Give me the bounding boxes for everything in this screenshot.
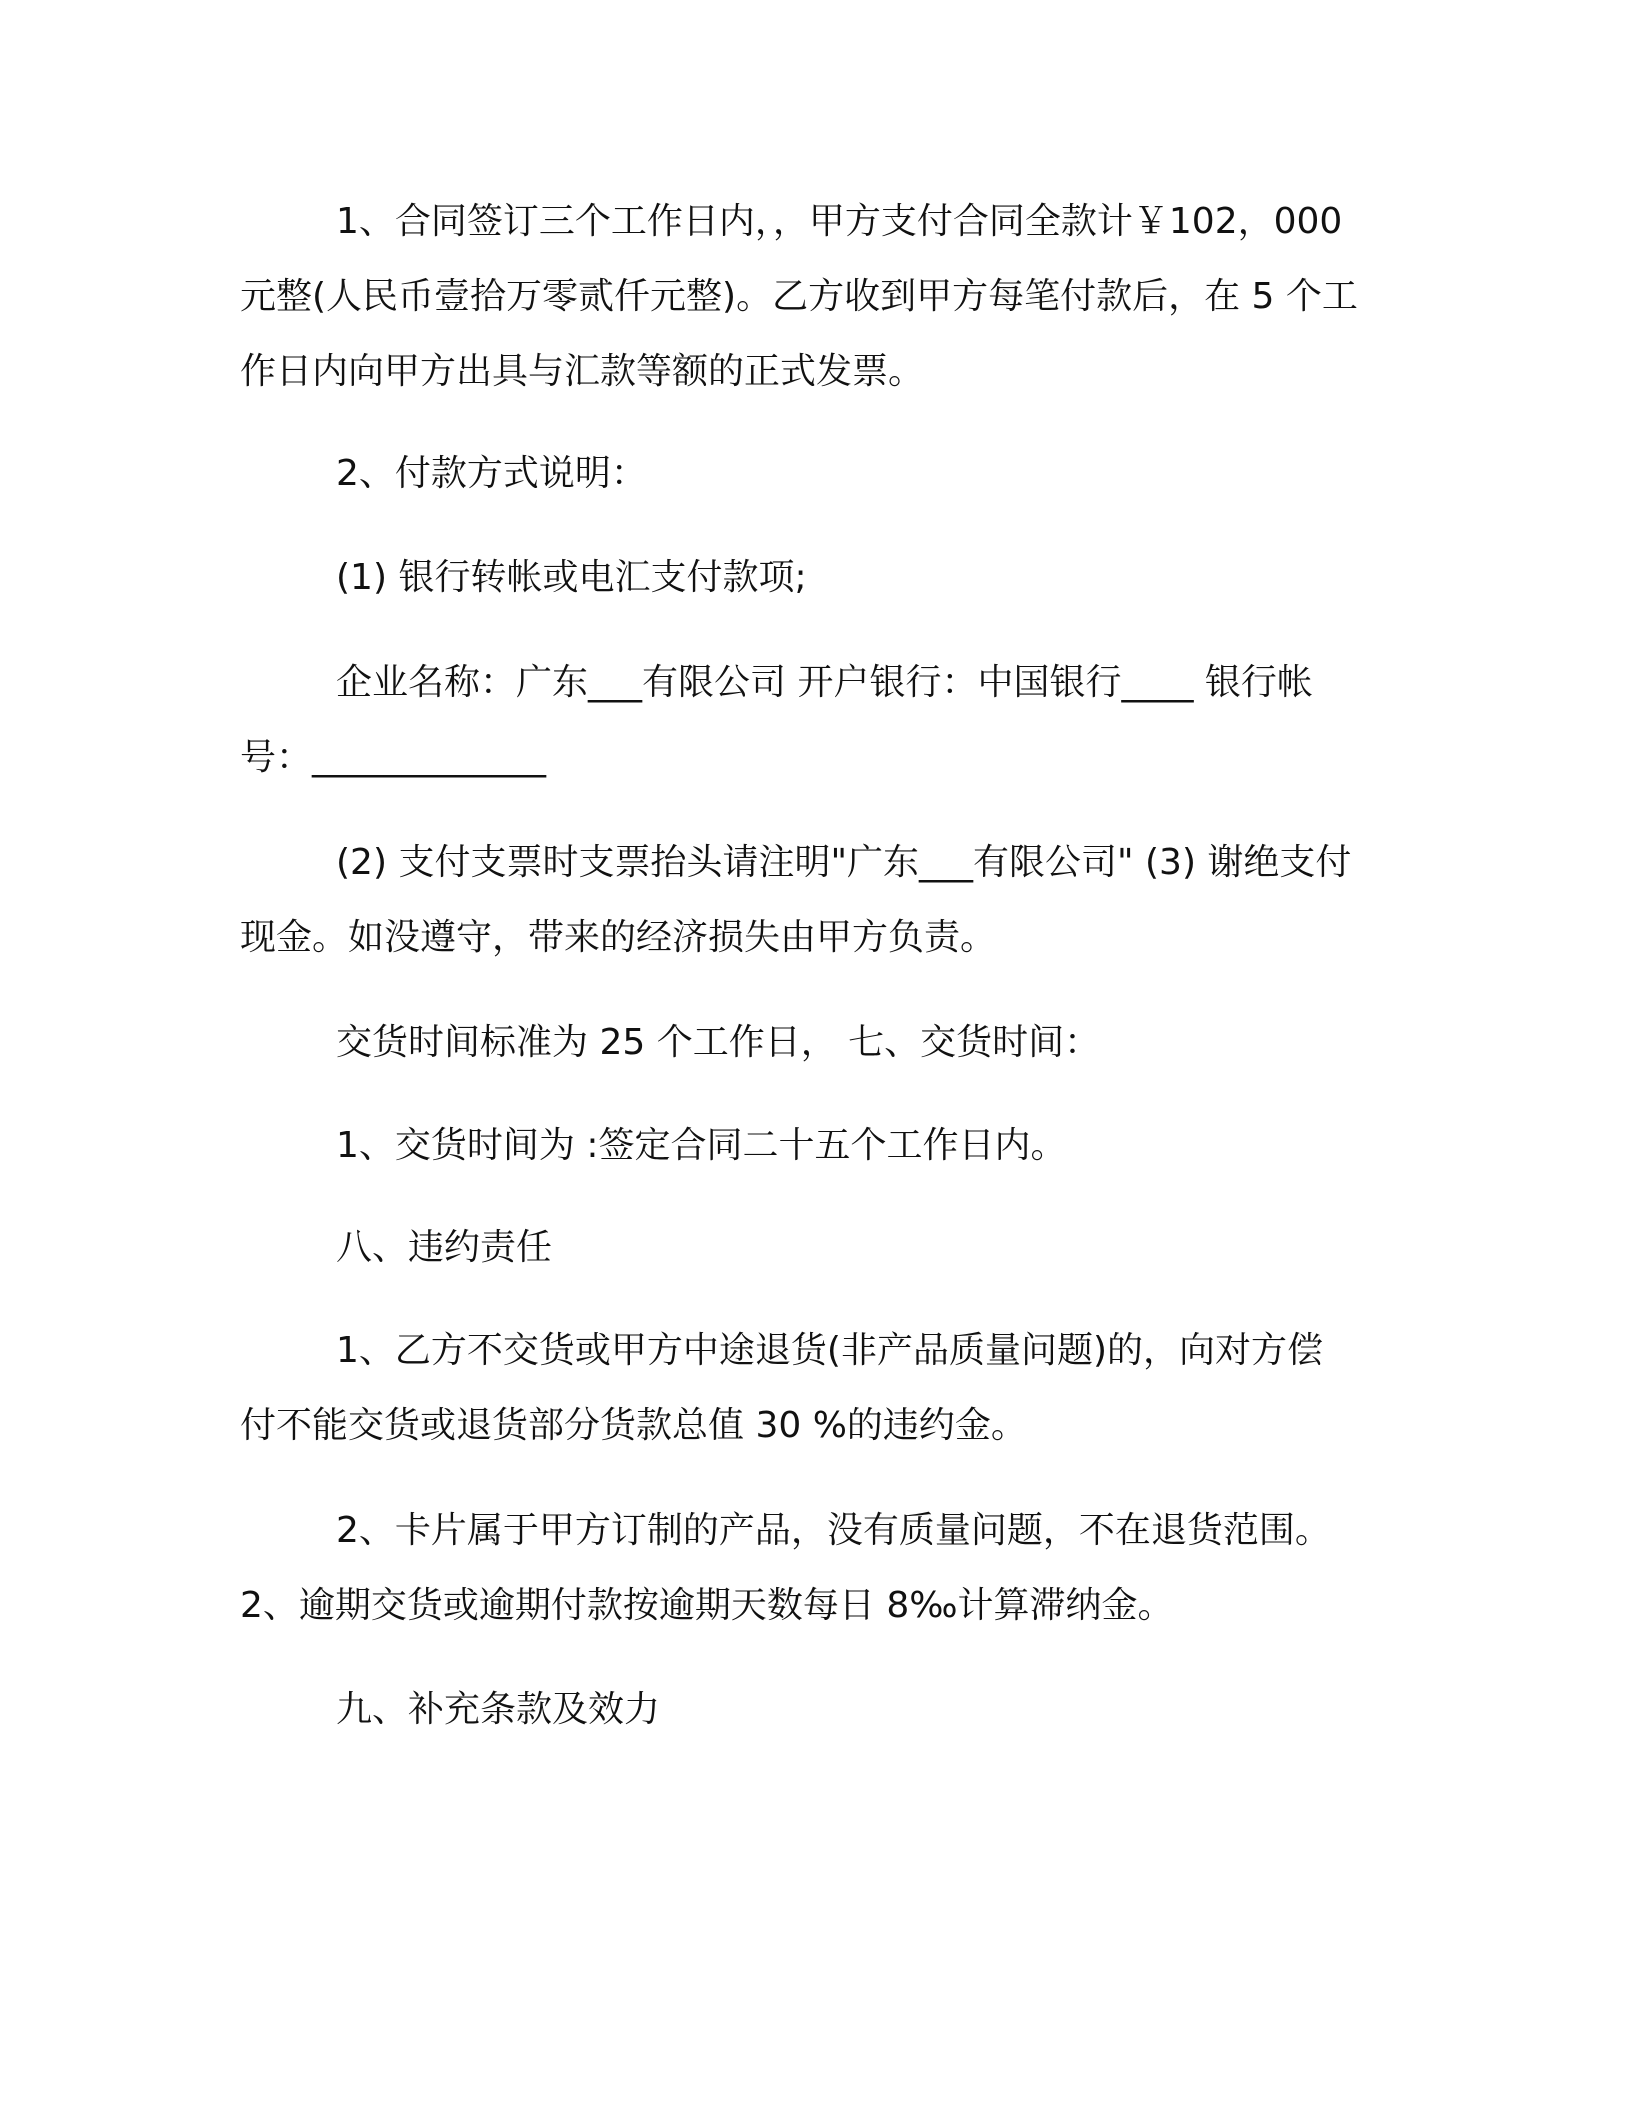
text-line: 八、违约责任	[336, 1227, 553, 1268]
text-line: 企业名称：广东___有限公司 开户银行：中国银行____ 银行帐	[336, 662, 1313, 703]
text-line: 1、交货时间为 :签定合同二十五个工作日内。	[336, 1125, 1067, 1166]
paragraph-payment-method-heading	[240, 436, 1400, 511]
paragraph-breach-penalty	[240, 1313, 1400, 1463]
text-line: 作日内向甲方出具与汇款等额的正式发票。	[240, 351, 925, 392]
paragraph-delivery-standard	[240, 1005, 1400, 1080]
text-line: 九、补充条款及效力	[336, 1689, 661, 1730]
paragraph-cheque-cash	[240, 825, 1400, 975]
text-line: 号：_____________	[240, 737, 547, 778]
paragraph-bank-transfer	[240, 540, 1400, 615]
text-line: 交货时间标准为 25 个工作日， 七、交货时间：	[336, 1022, 1101, 1063]
text-line: 1、合同签订三个工作日内，，甲方支付合同全款计￥102，000	[336, 201, 1343, 242]
text-line: (2) 支付支票时支票抬头请注明"广东___有限公司" (3) 谢绝支付	[336, 842, 1352, 883]
text-line: 2、逾期交货或逾期付款按逾期天数每日 8‰计算滞纳金。	[240, 1585, 1174, 1626]
section-heading-supplementary	[240, 1672, 1400, 1747]
text-line: (1) 银行转帐或电汇支付款项;	[336, 557, 807, 598]
text-line: 2、卡片属于甲方订制的产品，没有质量问题，不在退货范围。	[336, 1510, 1331, 1551]
text-line: 2、付款方式说明：	[336, 453, 647, 494]
text-line: 付不能交货或退货部分货款总值 30 %的违约金。	[240, 1405, 1027, 1446]
text-line: 1、乙方不交货或甲方中途退货(非产品质量问题)的，向对方偿	[336, 1330, 1323, 1371]
paragraph-bank-details	[240, 645, 1400, 795]
paragraph-custom-cards-late-fee	[240, 1493, 1400, 1643]
section-heading-breach	[240, 1210, 1400, 1285]
paragraph-payment-terms	[240, 184, 1400, 409]
text-line: 现金。如没遵守，带来的经济损失由甲方负责。	[240, 917, 997, 958]
text-line: 元整(人民币壹拾万零贰仟元整)。乙方收到甲方每笔付款后，在 5 个工	[240, 276, 1358, 317]
paragraph-delivery-time	[240, 1108, 1400, 1183]
